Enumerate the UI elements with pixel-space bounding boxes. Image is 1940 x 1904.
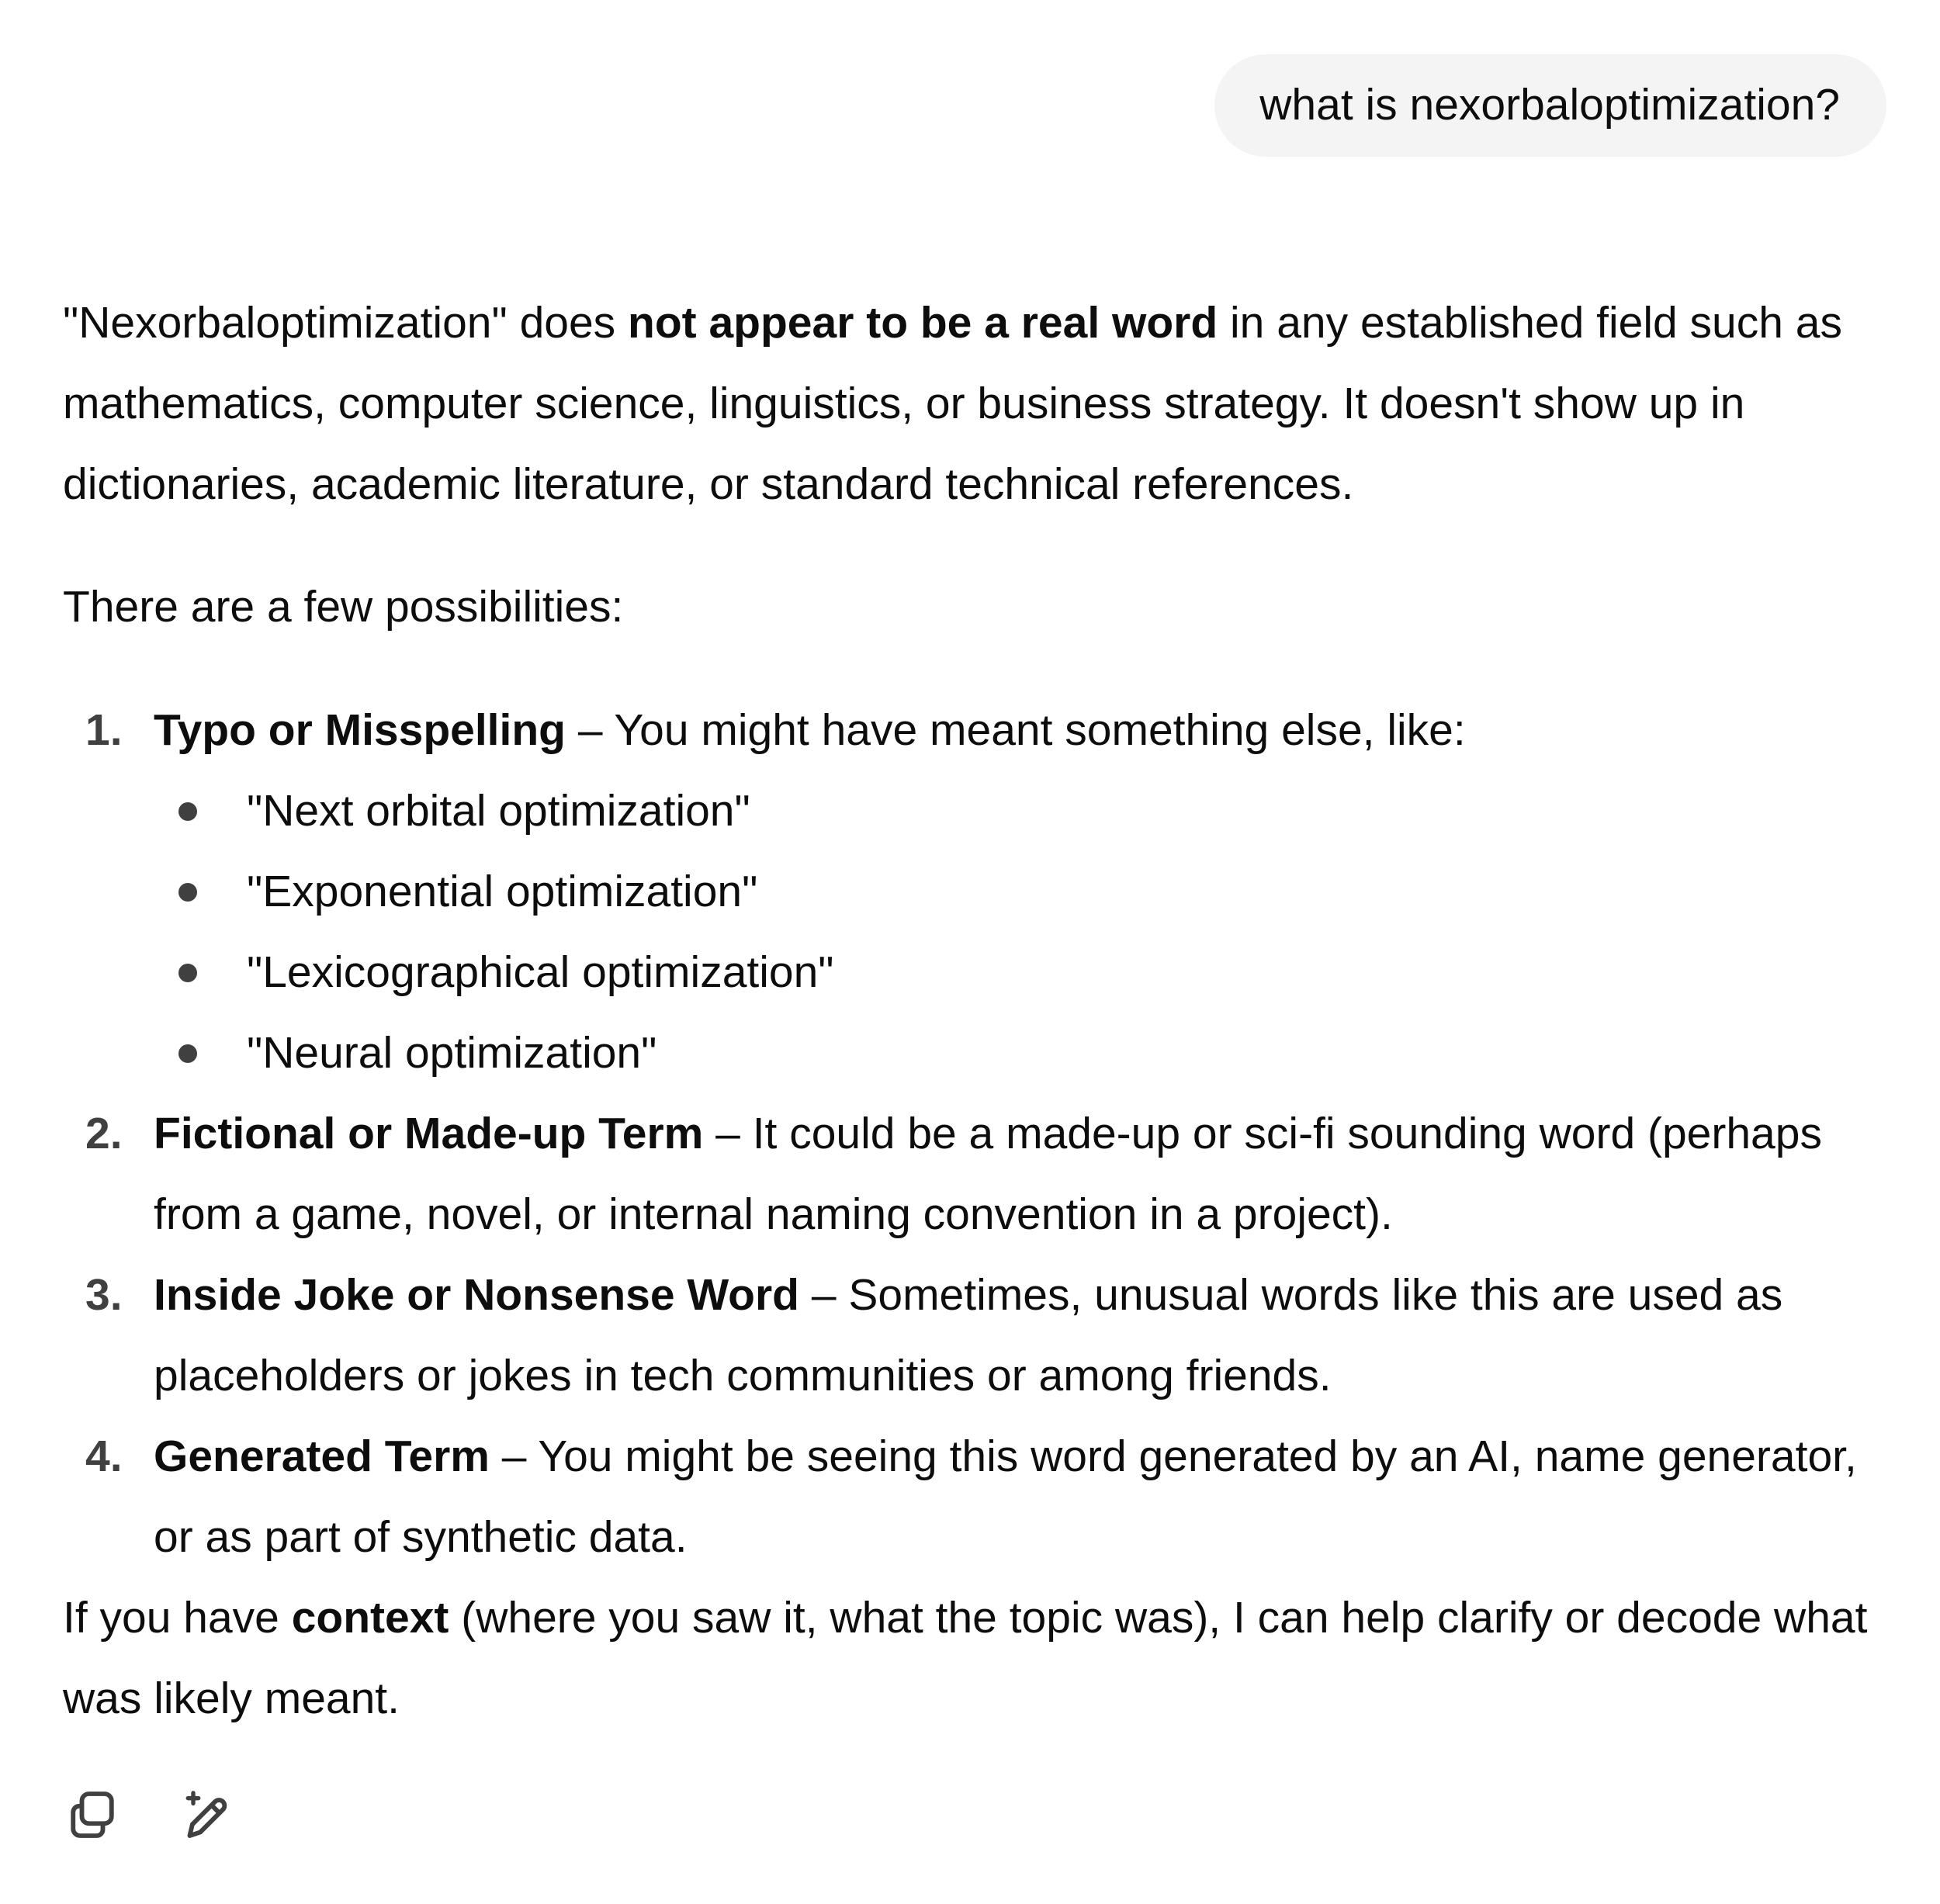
list-item-title: Fictional or Made-up Term bbox=[154, 1109, 704, 1158]
list-item-text: – You might be seeing this word generated by an AI, name generator, or as part of synthetic data. bbox=[154, 1431, 1857, 1562]
response-intro bbox=[63, 282, 1894, 524]
intro-bold-text: not appear to be a real word bbox=[628, 298, 1218, 348]
sublist-item: "Neural optimization" bbox=[154, 1013, 1894, 1093]
assistant-response bbox=[63, 282, 1894, 1739]
list-item-title: Typo or Misspelling bbox=[154, 705, 566, 755]
list-item-title: Inside Joke or Nonsense Word bbox=[154, 1270, 799, 1320]
response-closing bbox=[63, 1577, 1894, 1739]
intro-text-end: in any established field such as mathematics, computer science, linguistics, or business strategy. It doesn't show up in dictionaries, academic literature, or standard technical references. bbox=[63, 298, 1842, 509]
intro-text-start: "Nexorbaloptimization" does bbox=[63, 298, 629, 348]
list-number: 3. bbox=[85, 1270, 123, 1320]
sublist-item: "Next orbital optimization" bbox=[154, 770, 1894, 851]
list-item-text: – It could be a made-up or sci-fi sounding word (perhaps from a game, novel, or internal naming convention in a project). bbox=[154, 1109, 1822, 1239]
list-item bbox=[63, 1255, 1894, 1416]
user-message-row bbox=[1214, 54, 1886, 157]
edit-button[interactable] bbox=[177, 1785, 237, 1845]
possibilities-list bbox=[63, 690, 1894, 1577]
possibilities-lead: There are a few possibilities: bbox=[63, 582, 624, 632]
copy-button[interactable] bbox=[62, 1785, 123, 1845]
list-number: 1. bbox=[85, 705, 123, 755]
edit-sparkle-icon bbox=[179, 1787, 235, 1843]
list-item bbox=[63, 690, 1894, 1093]
copy-icon bbox=[64, 1787, 120, 1843]
user-message-bubble: what is nexorbaloptimization? bbox=[1214, 54, 1886, 157]
list-item bbox=[63, 1416, 1894, 1577]
example-sublist bbox=[154, 770, 1894, 1093]
closing-text-start: If you have bbox=[63, 1593, 292, 1643]
list-number: 4. bbox=[85, 1431, 123, 1481]
list-item-text: – Sometimes, unusual words like this are used as placeholders or jokes in tech communities or among friends. bbox=[154, 1270, 1783, 1400]
closing-text-end: (where you saw it, what the topic was), I can help clarify or decode what was likely meant. bbox=[63, 1593, 1868, 1723]
sublist-item: "Exponential optimization" bbox=[154, 851, 1894, 932]
list-item bbox=[63, 1093, 1894, 1255]
closing-bold-text: context bbox=[291, 1593, 449, 1643]
list-item-text: – You might have meant something else, like: bbox=[565, 705, 1466, 755]
response-actions bbox=[62, 1785, 237, 1845]
sublist-item: "Lexicographical optimization" bbox=[154, 932, 1894, 1013]
list-item-title: Generated Term bbox=[154, 1431, 490, 1481]
list-number: 2. bbox=[85, 1109, 123, 1158]
